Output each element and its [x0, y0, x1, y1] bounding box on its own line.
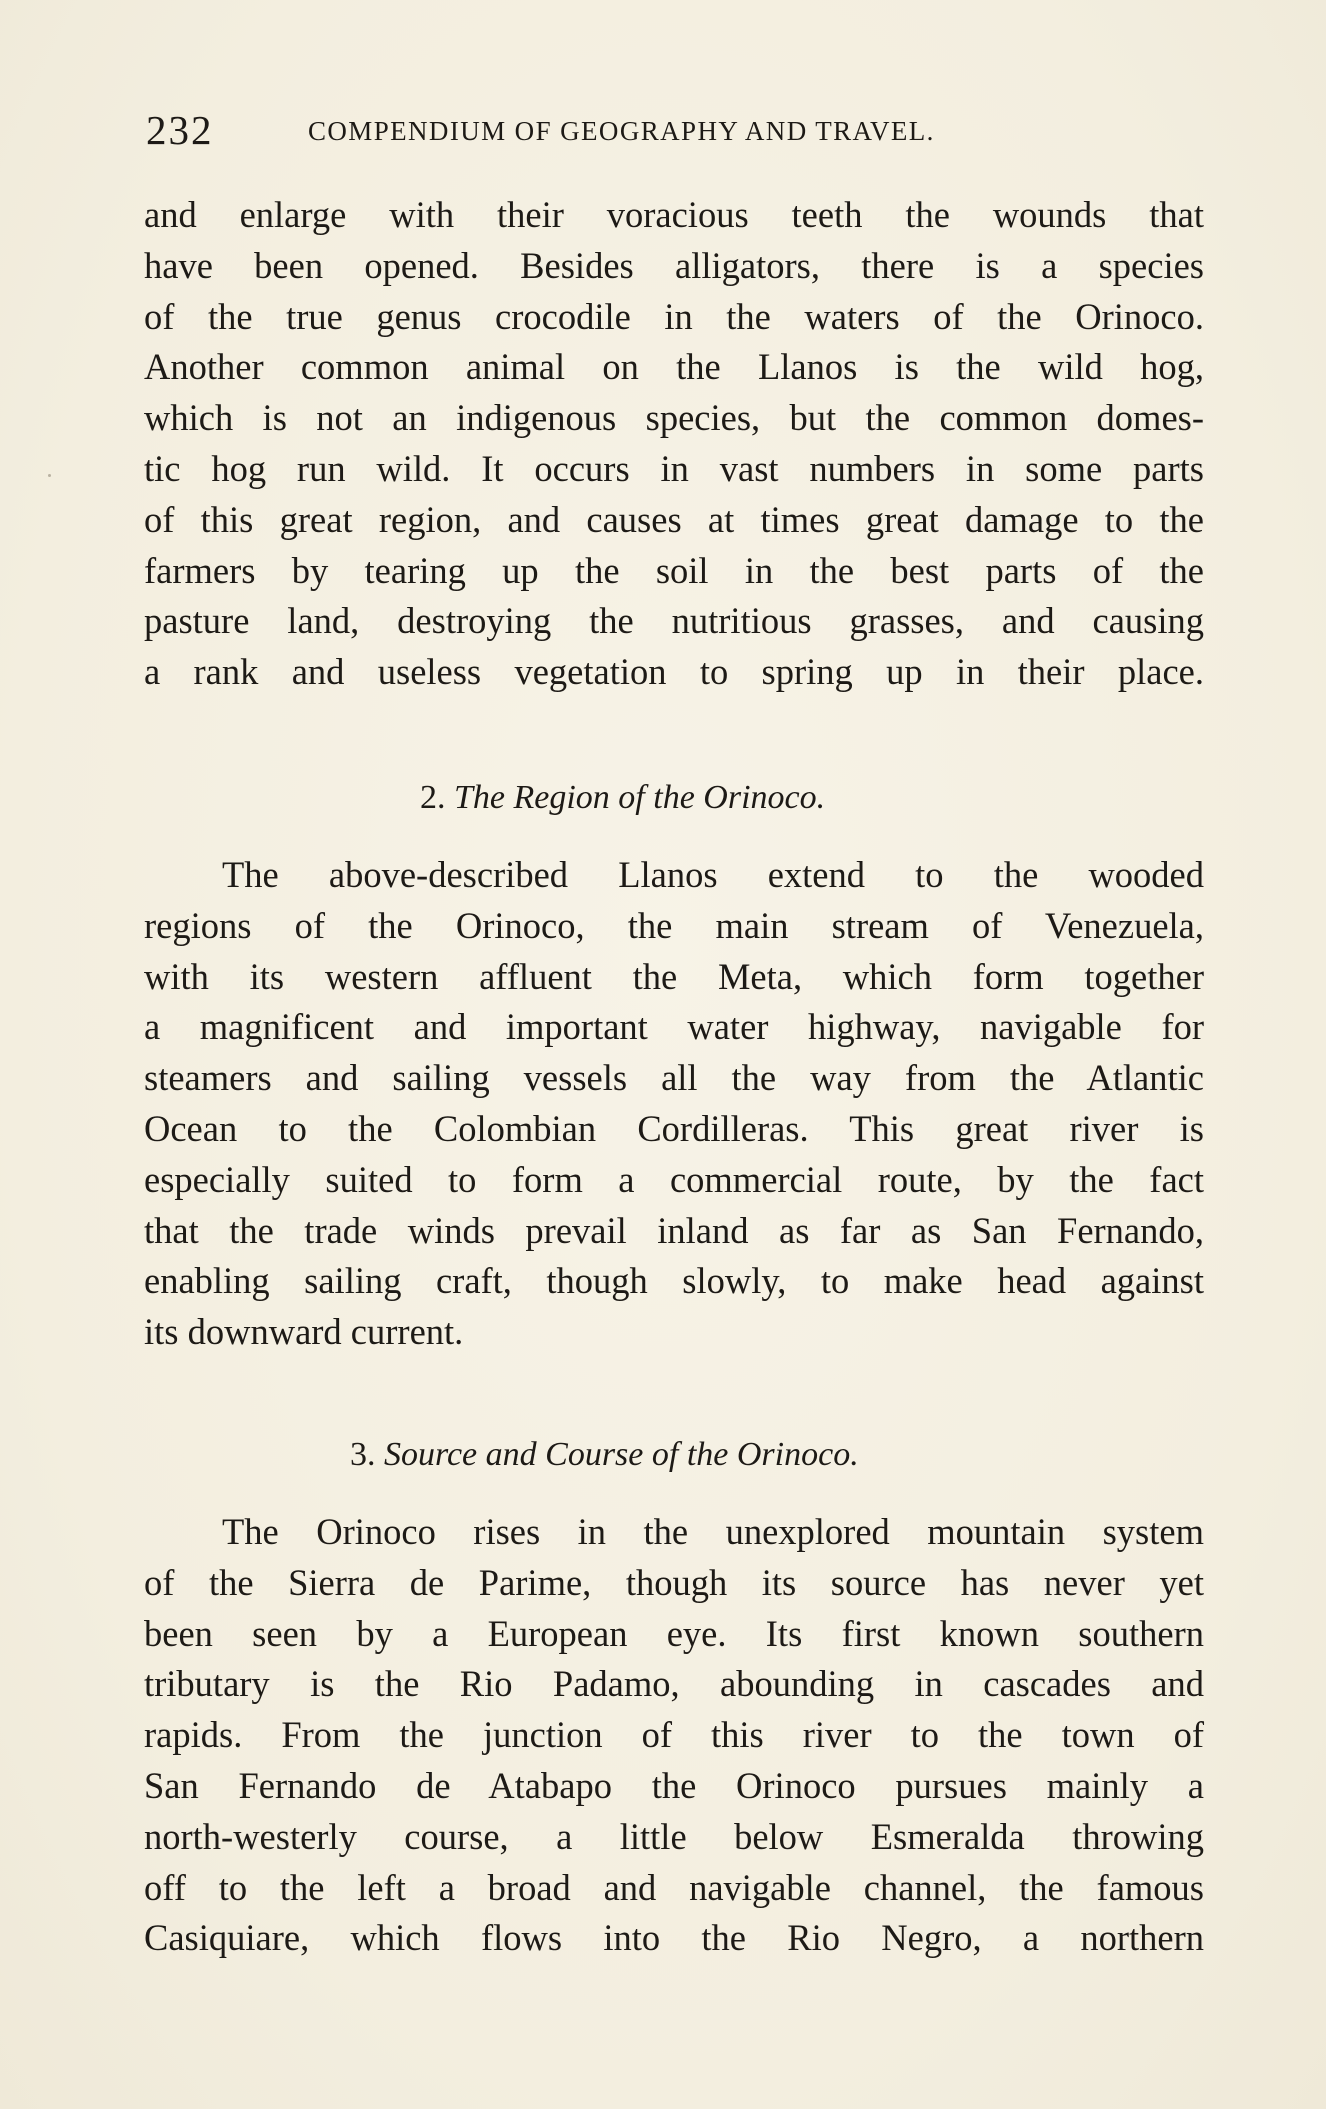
- text-line: pasture land, destroying the nutritious grasses, and causing: [144, 600, 1204, 642]
- text-line: Another common animal on the Llanos is the wild hog,: [144, 346, 1204, 388]
- text-line: rapids. From the junction of this river to the town of: [144, 1714, 1204, 1756]
- text-line: especially suited to form a commercial route, by the fact: [144, 1158, 1204, 1200]
- text-line: its downward current.: [144, 1311, 464, 1353]
- text-line: off to the left a broad and navigable channel, the famous: [144, 1866, 1204, 1908]
- section-title: The Region of the Orinoco.: [454, 779, 826, 816]
- running-title: COMPENDIUM OF GEOGRAPHY AND TRAVEL.: [308, 116, 935, 146]
- text-line: which is not an indigenous species, but the common domes-: [144, 397, 1204, 439]
- paragraph-alligators-and-wild-hog: [144, 190, 1204, 698]
- text-line: regions of the Orinoco, the main stream of Venezuela,: [144, 904, 1204, 946]
- text-line: that the trade winds prevail inland as far as San Fernando,: [144, 1209, 1204, 1251]
- text-line: Casiquiare, which flows into the Rio Negro, a northern: [144, 1917, 1204, 1959]
- text-line: a magnificent and important water highway, navigable for: [144, 1006, 1204, 1048]
- paragraph-region-of-orinoco: [144, 850, 1204, 1358]
- text-line: The Orinoco rises in the unexplored mountain system: [222, 1511, 1204, 1552]
- paragraph-source-and-course: [144, 1507, 1204, 1964]
- page-number: 232: [146, 107, 214, 153]
- text-line: of this great region, and causes at times great damage to the: [144, 498, 1204, 540]
- text-line: been seen by a European eye. Its first known southern: [144, 1612, 1204, 1654]
- text-line: of the true genus crocodile in the waters of the Orinoco.: [144, 295, 1204, 337]
- text-line: a rank and useless vegetation to spring up in their place.: [144, 651, 1204, 693]
- text-line: north-westerly course, a little below Esmeralda throwing: [144, 1815, 1204, 1857]
- text-line: steamers and sailing vessels all the way from the Atlantic: [144, 1057, 1204, 1099]
- text-line: The above-described Llanos extend to the wooded: [222, 854, 1204, 895]
- text-line: tic hog run wild. It occurs in vast numbers in some parts: [144, 447, 1204, 489]
- section-heading-region-of-orinoco: [420, 773, 825, 823]
- text-line: San Fernando de Atabapo the Orinoco pursues mainly a: [144, 1764, 1204, 1806]
- text-line: tributary is the Rio Padamo, abounding in cascades and: [144, 1663, 1204, 1705]
- page-header: [146, 108, 1206, 152]
- section-heading-source-and-course: [350, 1430, 859, 1480]
- text-line: farmers by tearing up the soil in the best parts of the: [144, 549, 1204, 591]
- text-line: and enlarge with their voracious teeth the wounds that: [144, 194, 1204, 235]
- text-line: with its western affluent the Meta, which form together: [144, 955, 1204, 997]
- text-line: enabling sailing craft, though slowly, to make head against: [144, 1260, 1204, 1302]
- paper-speck: [48, 474, 51, 477]
- section-number: 3.: [350, 1436, 376, 1473]
- text-line: have been opened. Besides alligators, there is a species: [144, 244, 1204, 286]
- text-line: Ocean to the Colombian Cordilleras. This great river is: [144, 1107, 1204, 1149]
- section-number: 2.: [420, 779, 446, 816]
- text-line: of the Sierra de Parime, though its source has never yet: [144, 1561, 1204, 1603]
- section-title: Source and Course of the Orinoco.: [384, 1436, 859, 1473]
